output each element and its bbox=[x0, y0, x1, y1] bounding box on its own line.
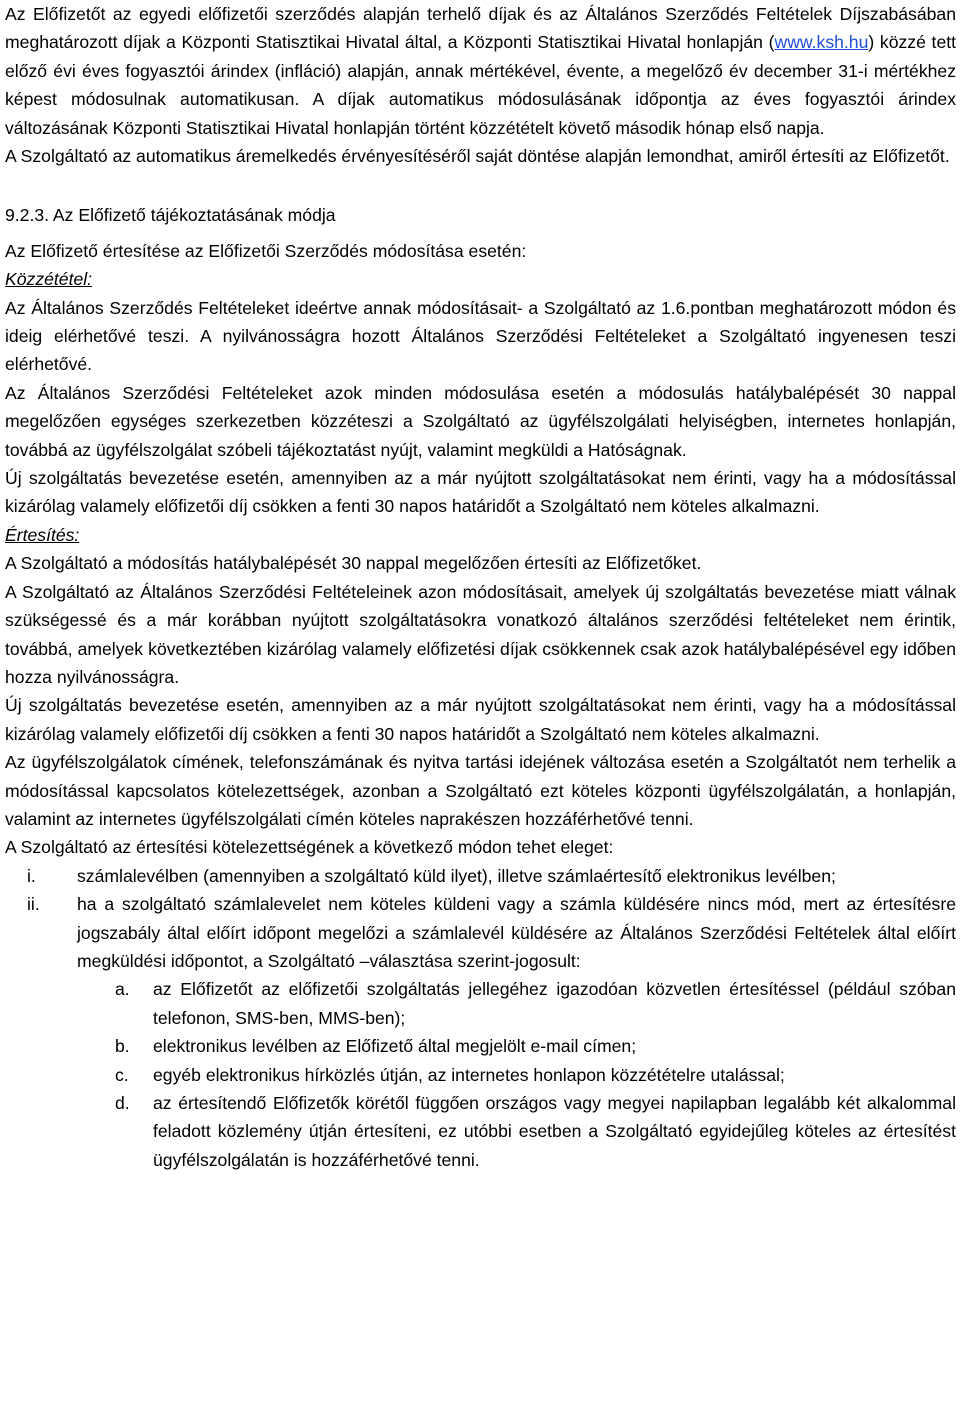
ksh-link[interactable]: www.ksh.hu bbox=[774, 32, 869, 53]
publication-paragraph-2: Az Általános Szerződési Feltételeket azok minden módosulása esetén a módosulás hatálybalépését 30 nappal megelőzően egységes szerkezetben közzéteszi a Szolgáltató az ügyfélszolgálati helyiségben, internetes honlapján, továbbá az ügyfélszolgálat szóbeli tájékoztatást nyújt, valamint megküldi a Hatóságnak. bbox=[5, 382, 956, 460]
list-item bbox=[5, 890, 956, 975]
indexation-paragraph bbox=[5, 0, 956, 142]
sub-list-item-letter: a. bbox=[115, 979, 130, 1000]
notification-subheading: Értesítés: bbox=[5, 524, 80, 545]
list-item-number: i. bbox=[27, 865, 36, 886]
notification-paragraph-1: A Szolgáltató a módosítás hatálybalépését 30 nappal megelőzően értesíti az Előfizetőket. bbox=[5, 553, 702, 574]
list-item-text: számlalevélben (amennyiben a szolgáltató küld ilyet), illetve számlaértesítő elektronikus levélben; bbox=[77, 865, 836, 886]
publication-subheading: Közzététel: bbox=[5, 269, 93, 290]
waiver-paragraph: A Szolgáltató az automatikus áremelkedés érvényesítéséről saját döntése alapján lemondhat, amiről értesíti az Előfizetőt. bbox=[5, 146, 950, 167]
sub-list-item-text: egyéb elektronikus hírközlés útján, az internetes honlapon közzétételre utalással; bbox=[153, 1064, 785, 1085]
sub-list-item bbox=[5, 975, 956, 1032]
list-item-number: ii. bbox=[27, 894, 40, 915]
publication-paragraph-3: Új szolgáltatás bevezetése esetén, amennyiben az a már nyújtott szolgáltatásokat nem érinti, vagy ha a módosítással kizárólag valamely előfizetői díj csökken a fenti 30 napos határidőt a Szolgáltató nem köteles alkalmazni. bbox=[5, 468, 956, 517]
sub-list-item-letter: c. bbox=[115, 1064, 129, 1085]
publication-paragraph-1: Az Általános Szerződés Feltételeket ideértve annak módosításait- a Szolgáltató az 1.6.pontban meghatározott módon és ideig elérhetővé teszi. A nyilvánosságra hozott Általános Szerződési Feltételeket a Szolgáltató ingyenesen teszi elérhetővé. bbox=[5, 297, 956, 375]
sub-list-item bbox=[5, 1061, 956, 1089]
indexation-text-end: ) közzé tett előző évi éves fogyasztói árindex (infláció) alapján, annak mértékével, évente, a megelőző év december 31-i mértékhez képest módosulnak automatikusan. A díjak automatikus módosulásának időpontja az éves fogyasztói árindex változásának Központi Statisztikai Hivatal honlapján történt közzétételt követő második hónap első napja. bbox=[5, 32, 957, 138]
notification-paragraph-2: A Szolgáltató az Általános Szerződési Feltételeinek azon módosításait, amelyek új szolgáltatás bevezetése miatt válnak szükségessé és a már korábban nyújtott szolgáltatásokra vonatkozó általános szerződési feltételeket nem érintik, továbbá, amelyek következtében kizárólag valamely előfizetési díjak csökkennek csak azok hatálybalépésével egy időben hozza nyilvánosságra. bbox=[5, 581, 956, 687]
notification-paragraph-4: Az ügyfélszolgálatok címének, telefonszámának és nyitva tartási idejének változása esetén a Szolgáltatót nem terhelik a módosítással kapcsolatos kötelezettségek, azonban a Szolgáltató ezt köteles központi ügyfélszolgálatán, a honlapján, valamint az internetes ügyfélszolgálati címén köteles naprakészen hozzáférhetővé tenni. bbox=[5, 752, 956, 829]
sub-list-item-text: az Előfizetőt az előfizetői szolgáltatás jellegéhez igazodóan közvetlen értesítéssel (például szóban telefonon, SMS-ben, MMS-ben); bbox=[153, 979, 956, 1028]
sub-list-item bbox=[5, 1089, 956, 1174]
list-item-text: ha a szolgáltató számlalevelet nem köteles küldeni vagy a számla küldésére nincs mód, mert az értesítésre jogszabály által előírt időpont megelőzi a számlalevél küldésére az Általános Szerződési Feltételek által előírt megküldési időpontot, a Szolgáltató –választása szerint-jogosult: bbox=[77, 894, 956, 971]
indexation-text-start: Az Előfizetőt az egyedi előfizetői szerződés alapján terhelő díjak és az Általános Szerződés Feltételek Díjszabásában meghatározott díjak a Központi Statisztikai Hivatal által, a Központi Statisztikai Hivatal honlapján ( bbox=[5, 4, 956, 53]
notification-paragraph-3: Új szolgáltatás bevezetése esetén, amennyiben az a már nyújtott szolgáltatásokat nem érinti, vagy ha a módosítással kizárólag valamely előfizetői díj csökken a fenti 30 napos határidőt a Szolgáltató nem köteles alkalmazni. bbox=[5, 695, 956, 744]
sub-list-item-text: az értesítendő Előfizetők körétől függően országos vagy megyei napilapban legalább két alkalommal feladott közlemény útján értesíteni, ez utóbbi esetben a Szolgáltató egyidejűleg köteles az értesítést ügyfélszolgálatán is hozzáférhetővé tenni. bbox=[153, 1093, 956, 1170]
section-heading: 9.2.3. Az Előfizető tájékoztatásának módja bbox=[5, 204, 336, 225]
sub-list-item bbox=[5, 1032, 956, 1060]
list-item bbox=[5, 862, 956, 890]
intro-paragraph: Az Előfizető értesítése az Előfizetői Szerződés módosítása esetén: bbox=[5, 240, 527, 261]
sub-list-item-letter: d. bbox=[115, 1093, 130, 1114]
sub-list-item-letter: b. bbox=[115, 1036, 130, 1057]
notification-paragraph-5: A Szolgáltató az értesítési kötelezettségének a következő módon tehet eleget: bbox=[5, 837, 614, 858]
sub-list-item-text: elektronikus levélben az Előfizető által megjelölt e-mail címen; bbox=[153, 1036, 637, 1057]
